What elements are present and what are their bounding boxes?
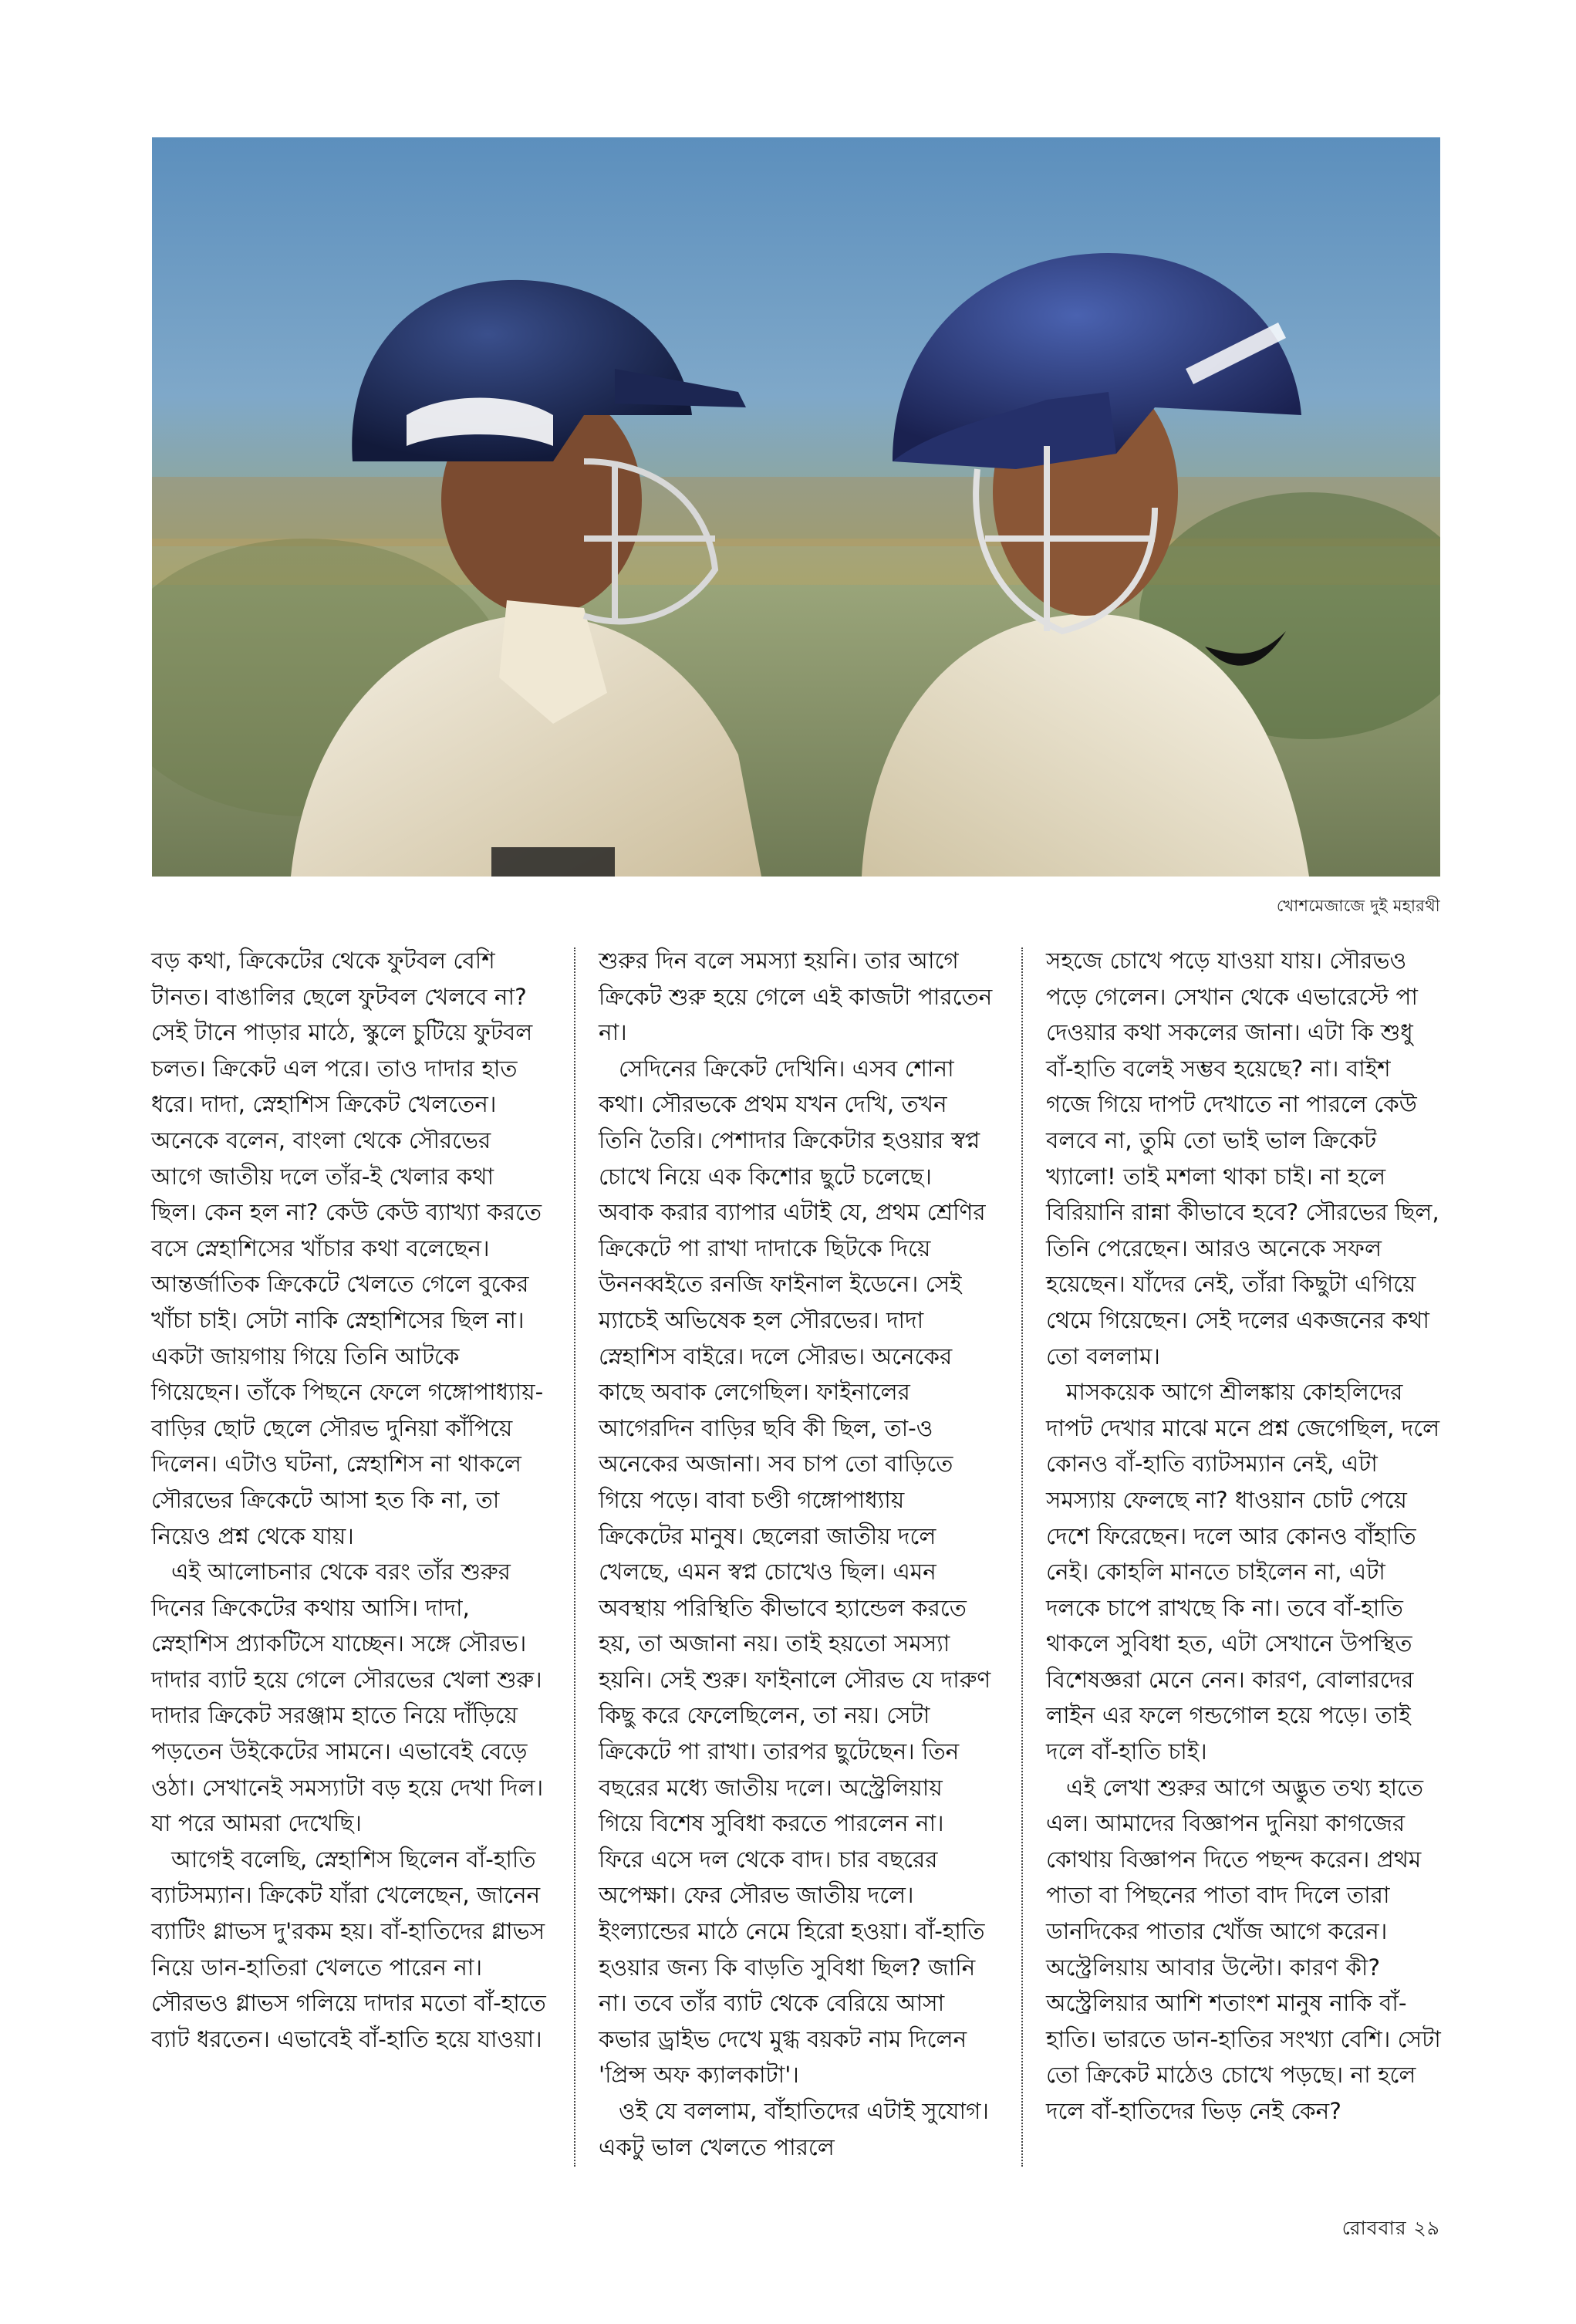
paragraph: এই লেখা শুরুর আগে অদ্ভুত তথ্য হাতে এল। আমাদের বিজ্ঞাপন দুনিয়া কাগজের কোথায় বিজ্ঞাপন দিতে পছন্দ করেন। প্রথম পাতা বা পিছনের পাতা বাদ দিলে তারা ডানদিকের পাতার খোঁজ আগে করেন। অস্ট্রেলিয়ায় আবার উল্টো। কারণ কী? অস্ট্রেলিয়ার আশি শতাংশ মানুষ নাকি বাঁ-হাতি। ভারতে ডান-হাতির সংখ্যা বেশি। সেটা তো ক্রিকেট মাঠেও চোখে পড়ছে। না হলে দলে বাঁ-হাতিদের ভিড় নেই কেন? [1046,1774,1441,2124]
paragraph: আগেই বলেছি, স্নেহাশিস ছিলেন বাঁ-হাতি ব্যাটসম্যান। ক্রিকেট যাঁরা খেলেছেন, জানেন ব্যাটিং গ্লাভস দু'রকম হয়। বাঁ-হাতিদের গ্লাভস নিয়ে ডান-হাতিরা খেলতে পারেন না। সৌরভও গ্লাভস গলিয়ে দাদার মতো বাঁ-হাতে ব্যাট ধরতেন। এভাবেই বাঁ-হাতি হয়ে যাওয়া। [151,1846,546,2052]
page-folio: রোববার ২৯ [1341,2217,1440,2239]
paragraph: বড় কথা, ক্রিকেটের থেকে ফুটবল বেশি টানত। বাঙালির ছেলে ফুটবল খেলবে না? সেই টানে পাড়ার মাঠে, স্কুলে চুটিয়ে ফুটবল চলত। ক্রিকেট এল পরে। তাও দাদার হাত ধরে। দাদা, স্নেহাশিস ক্রিকেট খেলতেন। অনেকে বলেন, বাংলা থেকে সৌরভের আগে জাতীয় দলে তাঁর-ই খেলার কথা ছিল। কেন হল না? কেউ কেউ ব্যাখ্যা করতে বসে স্নেহাশিসের খাঁচার কথা বলেছেন। আন্তর্জাতিক ক্রিকেটে খেলতে গেলে বুকের খাঁচা চাই। সেটা নাকি স্নেহাশিসের ছিল না। একটা জায়গায় গিয়ে তিনি আটকে গিয়েছেন। তাঁকে পিছনে ফেলে গঙ্গোপাধ্যায়-বাড়ির ছোট ছেলে সৌরভ দুনিয়া কাঁপিয়ে দিলেন। এটাও ঘটনা, স্নেহাশিস না থাকলে সৌরভের ক্রিকেটে আসা হত কি না, তা নিয়েও প্রশ্ন থেকে যায়। [151,948,544,1549]
column-divider [574,948,575,2167]
column-divider [1021,948,1023,2167]
paragraph: মাসকয়েক আগে শ্রীলঙ্কায় কোহলিদের দাপট দেখার মাঝে মনে প্রশ্ন জেগেছিল, দলে কোনও বাঁ-হাতি ব্যাটসম্যান নেই, এটা সমস্যায় ফেলছে না? ধাওয়ান চোট পেয়ে দেশে ফিরেছেন। দলে আর কোনও বাঁহাতি নেই। কোহলি মানতে চাইলেন না, এটা দলকে চাপে রাখছে কি না। তবে বাঁ-হাতি থাকলে সুবিধা হত, এটা সেখানে উপস্থিত বিশেষজ্ঞরা মেনে নেন। কারণ, বোলারদের লাইন এর ফলে গন্ডগোল হয়ে পড়ে। তাই দলে বাঁ-হাতি চাই। [1046,1379,1440,1765]
paragraph: শুরুর দিন বলে সমস্যা হয়নি। তার আগে ক্রিকেট শুরু হয়ে গেলে এই কাজটা পারতেন না। [599,948,993,1046]
paragraph: এই আলোচনার থেকে বরং তাঁর শুরুর দিনের ক্রিকেটের কথায় আসি। দাদা, স্নেহাশিস প্র্যাকটিসে যাচ্ছেন। সঙ্গে সৌরভ। দাদার ব্যাট হয়ে গেলে সৌরভের খেলা শুরু। দাদার ক্রিকেট সরঞ্জাম হাতে নিয়ে দাঁড়িয়ে পড়তেন উইকেটের সামনে। এভাবেই বেড়ে ওঠা। সেখানেই সমস্যাটা বড় হয়ে দেখা দিল। যা পরে আমরা দেখেছি। [151,1559,544,1837]
paragraph: ওই যে বললাম, বাঁহাতিদের এটাই সুযোগ। একটু ভাল খেলতে পারলে [599,2098,989,2160]
article-body [151,943,1441,2177]
photo-caption: খোশমেজাজে দুই মহারথী [1276,897,1440,915]
paragraph: সেদিনের ক্রিকেট দেখিনি। এসব শোনা কথা। সৌরভকে প্রথম যখন দেখি, তখন তিনি তৈরি। পেশাদার ক্রিকেটার হওয়ার স্বপ্ন চোখে নিয়ে এক কিশোর ছুটে চলেছে। অবাক করার ব্যাপার এটাই যে, প্রথম শ্রেণির ক্রিকেটে পা রাখা দাদাকে ছিটকে দিয়ে উননব্বইতে রনজি ফাইনাল ইডেনে। সেই ম্যাচেই অভিষেক হল সৌরভের। দাদা স্নেহাশিস বাইরে। দলে সৌরভ। অনেকের কাছে অবাক লেগেছিল। ফাইনালের আগেরদিন বাড়ির ছবি কী ছিল, তা-ও অনেকের অজানা। সব চাপ তো বাড়িতে গিয়ে পড়ে। বাবা চণ্ডী গঙ্গোপাধ্যায় ক্রিকেটের মানুষ। ছেলেরা জাতীয় দলে খেলছে, এমন স্বপ্ন চোখেও ছিল। এমন অবস্থায় পরিস্থিতি কীভাবে হ্যান্ডেল করতে হয়, তা অজানা নয়। তাই হয়তো সমস্যা হয়নি। সেই শুরু। ফাইনালে সৌরভ যে দারুণ কিছু করে ফেলেছিলেন, তা নয়। সেটা ক্রিকেটে পা রাখা। তারপর ছুটেছেন। তিন বছরের মধ্যে জাতীয় দলে। অস্ট্রেলিয়ায় গিয়ে বিশেষ সুবিধা করতে পারলেন না। ফিরে এসে দল থেকে বাদ। চার বছরের অপেক্ষা। ফের সৌরভ জাতীয় দলে। ইংল্যান্ডের মাঠে নেমে হিরো হওয়া। বাঁ-হাতি হওয়ার জন্য কি বাড়তি সুবিধা ছিল? জানি না। তবে তাঁর ব্যাট থেকে বেরিয়ে আসা কভার ড্রাইভ দেখে মুগ্ধ বয়কট নাম দিলেন 'প্রিন্স অফ ক্যালকাটা'। [599,1055,991,2089]
article-column-2 [599,943,994,2165]
article-column-1 [151,943,546,2057]
article-column-3 [1046,943,1441,2130]
paragraph: সহজে চোখে পড়ে যাওয়া যায়। সৌরভও পড়ে গেলেন। সেখান থেকে এভারেস্টে পা দেওয়ার কথা সকলের জানা। এটা কি শুধু বাঁ-হাতি বলেই সম্ভব হয়েছে? না। বাইশ গজে গিয়ে দাপট দেখাতে না পারলে কেউ বলবে না, তুমি তো ভাই ভাল ক্রিকেট খ্যালো! তাই মশলা থাকা চাই। না হলে বিরিয়ানি রান্না কীভাবে হবে? সৌরভের ছিল, তিনি পেরেছেন। আরও অনেকে সফল হয়েছেন। যাঁদের নেই, তাঁরা কিছুটা এগিয়ে থেমে গিয়েছেন। সেই দলের একজনের কথা তো বললাম। [1046,948,1439,1370]
article-photo [152,137,1440,877]
two-cricketers-photo [152,137,1440,877]
